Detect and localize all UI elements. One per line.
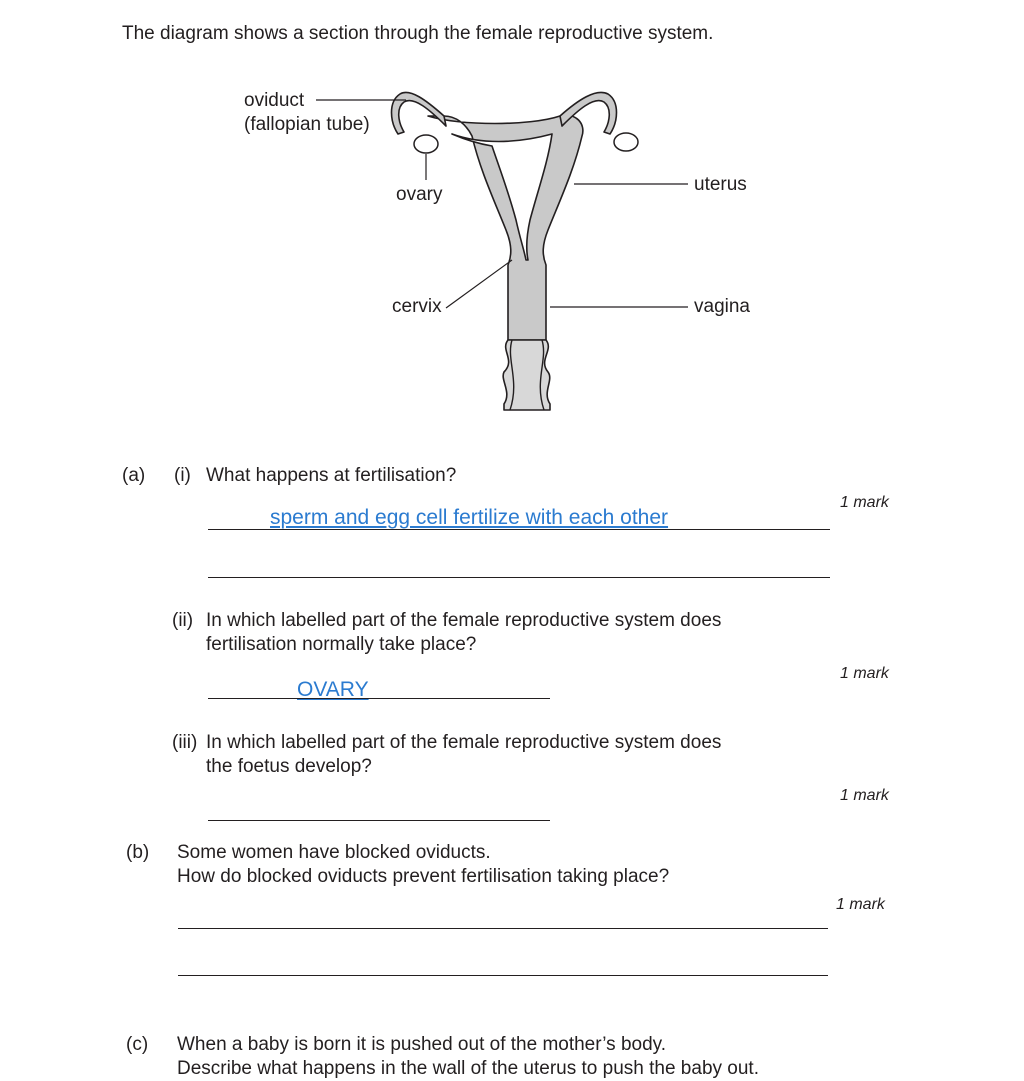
right-ovary-shape [614, 133, 638, 151]
label-vagina: vagina [694, 296, 750, 317]
cervix-leader [446, 260, 512, 308]
q-a-ii-marks: 1 mark [840, 665, 889, 682]
intro-text: The diagram shows a section through the female reproductive system. [122, 23, 714, 44]
q-a-ii-text-1: In which labelled part of the female reproductive system does [206, 610, 722, 631]
q-a-ii-number: (ii) [172, 610, 194, 631]
q-c-text-1: When a baby is born it is pushed out of the mother’s body. [177, 1034, 667, 1055]
q-a-i-answer-line-2 [208, 577, 830, 578]
q-a-iii-marks: 1 mark [840, 787, 889, 804]
label-ovary: ovary [396, 184, 443, 205]
q-b-text-2: How do blocked oviducts prevent fertilisation taking place? [177, 866, 670, 887]
q-b-marks: 1 mark [836, 896, 885, 913]
left-ovary-shape [414, 135, 438, 153]
left-oviduct-shape [392, 92, 447, 134]
part-b-label: (b) [126, 842, 150, 863]
label-uterus: uterus [694, 174, 747, 195]
q-b-answer-line-2 [178, 975, 828, 976]
q-a-i-answer-line-1 [208, 529, 830, 530]
q-c-text-2: Describe what happens in the wall of the uterus to push the baby out. [177, 1058, 759, 1079]
q-a-ii-answer[interactable]: OVARY [297, 678, 369, 701]
q-b-text-1: Some women have blocked oviducts. [177, 842, 491, 863]
q-a-iii-text-2: the foetus develop? [206, 756, 372, 777]
q-b-answer-line-1 [178, 928, 828, 929]
label-cervix: cervix [392, 296, 442, 317]
q-a-ii-text-2: fertilisation normally take place? [206, 634, 477, 655]
q-a-i-number: (i) [174, 465, 191, 486]
reproductive-system-diagram [230, 80, 790, 420]
q-a-iii-answer-line [208, 820, 550, 821]
q-a-i-marks: 1 mark [840, 494, 889, 511]
q-a-ii-answer-line [208, 698, 550, 699]
q-a-iii-number: (iii) [172, 732, 198, 753]
label-fallopian: (fallopian tube) [244, 114, 370, 135]
q-a-i-answer[interactable]: sperm and egg cell fertilize with each other [270, 506, 669, 529]
q-a-iii-text-1: In which labelled part of the female reproductive system does [206, 732, 722, 753]
part-c-label: (c) [126, 1034, 149, 1055]
label-oviduct: oviduct [244, 90, 305, 111]
q-a-i-text: What happens at fertilisation? [206, 465, 457, 486]
part-a-label: (a) [122, 465, 146, 486]
